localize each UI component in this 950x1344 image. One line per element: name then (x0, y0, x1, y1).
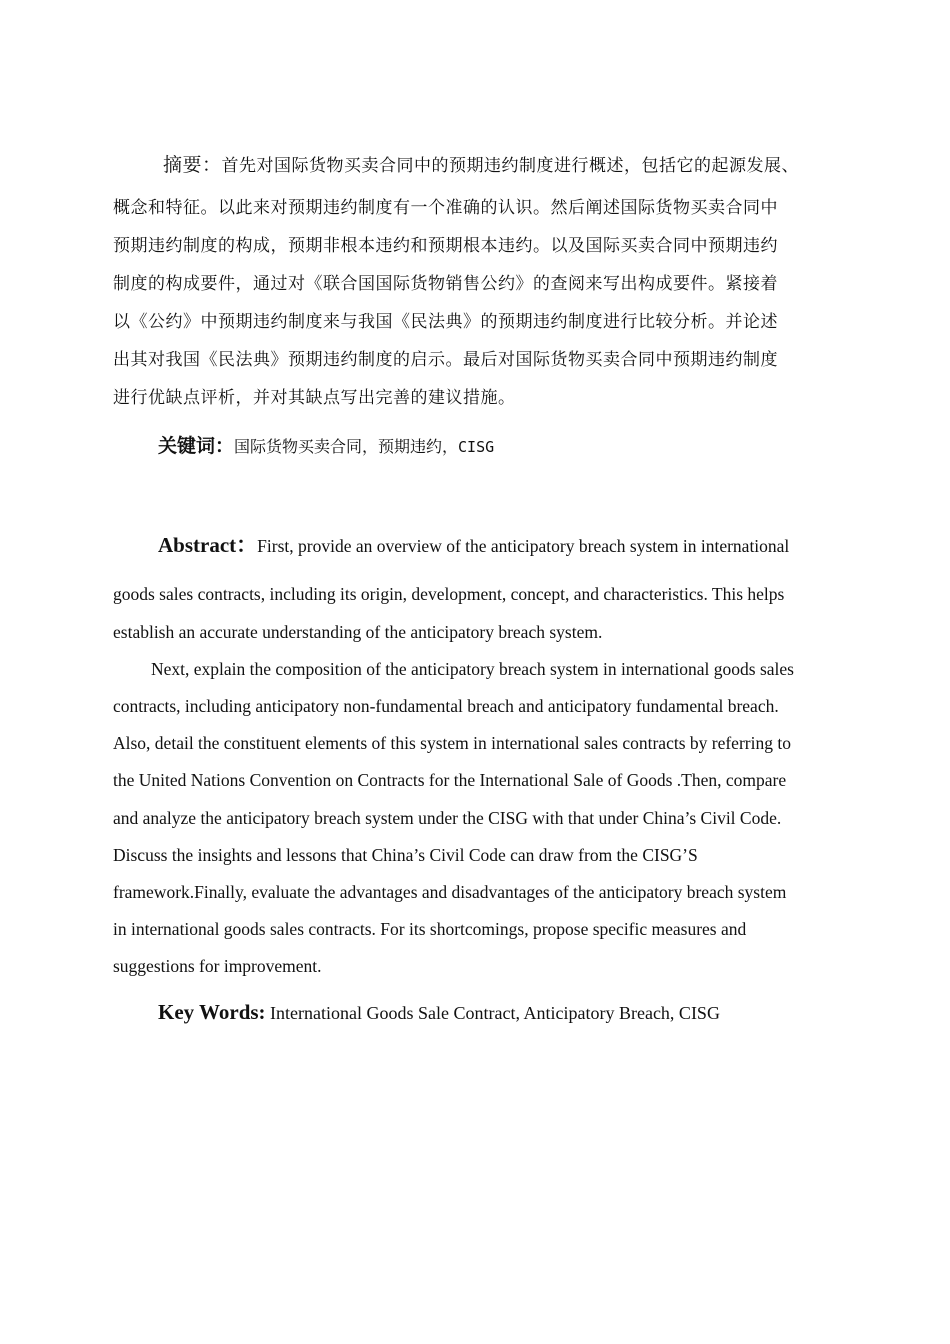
chinese-abstract-line: 出其对我国《民法典》预期违约制度的启示。最后对国际货物买卖合同中预期违约制度 (113, 350, 778, 370)
chinese-keywords-latin: CISG (458, 438, 495, 456)
chinese-keywords (158, 431, 494, 462)
chinese-abstract-label: 摘要： (163, 154, 222, 176)
english-abstract-line: establish an accurate understanding of the anticipatory breach system. (113, 622, 603, 642)
english-keywords-label: Key Words: (158, 1000, 266, 1024)
english-abstract-line: goods sales contracts, including its origin, development, concept, and characteristics. This helps (113, 584, 785, 604)
english-abstract-line: Also, detail the constituent elements of this system in international sales contracts by referring to (113, 733, 791, 754)
chinese-abstract-line: 概念和特征。以此来对预期违约制度有一个准确的认识。然后阐述国际货物买卖合同中 (113, 198, 778, 218)
english-abstract-line: in international goods sales contracts. For its shortcomings, propose specific measures and (113, 919, 747, 940)
english-abstract-line: Next, explain the composition of the anticipatory breach system in international goods sales (151, 659, 794, 679)
english-abstract-line: framework.Finally, evaluate the advantages and disadvantages of the anticipatory breach system (113, 882, 787, 903)
chinese-abstract (113, 146, 855, 417)
chinese-abstract-line: 预期违约制度的构成，预期非根本违约和预期根本违约。以及国际买卖合同中预期违约 (113, 236, 778, 256)
chinese-abstract-line: 摘要：首先对国际货物买卖合同中的预期违约制度进行概述，包括它的起源发展、 (163, 154, 800, 176)
english-abstract-line: Discuss the insights and lessons that China’s Civil Code can draw from the CISG’S (113, 844, 698, 865)
chinese-abstract-line: 制度的构成要件，通过对《联合国国际货物销售公约》的查阅来写出构成要件。紧接着 (113, 274, 778, 294)
english-abstract-line: suggestions for improvement. (113, 956, 322, 977)
chinese-abstract-line: 进行优缺点评析，并对其缺点写出完善的建议措施。 (113, 388, 516, 408)
english-abstract-label: Abstract： (158, 533, 258, 557)
english-abstract-line: contracts, including anticipatory non-fundamental breach and anticipatory fundamental breach. (113, 696, 779, 716)
chinese-keywords-label: 关键词： (158, 435, 235, 457)
english-abstract-line: and analyze the anticipatory breach system under the CISG with that under China’s Civil Code. (113, 807, 782, 828)
chinese-keywords-text: 国际货物买卖合同，预期违约， (234, 437, 459, 456)
chinese-abstract-line: 以《公约》中预期违约制度来与我国《民法典》的预期违约制度进行比较分析。并论述 (113, 312, 778, 332)
english-abstract (113, 528, 858, 986)
english-abstract-line: Abstract：First, provide an overview of the anticipatory breach system in international (158, 533, 790, 557)
english-keywords-text: International Goods Sale Contract, Anticipatory Breach, CISG (265, 1003, 720, 1023)
english-keywords (158, 1000, 720, 1025)
english-abstract-line: the United Nations Convention on Contracts for the International Sale of Goods .Then, compare (113, 770, 787, 791)
